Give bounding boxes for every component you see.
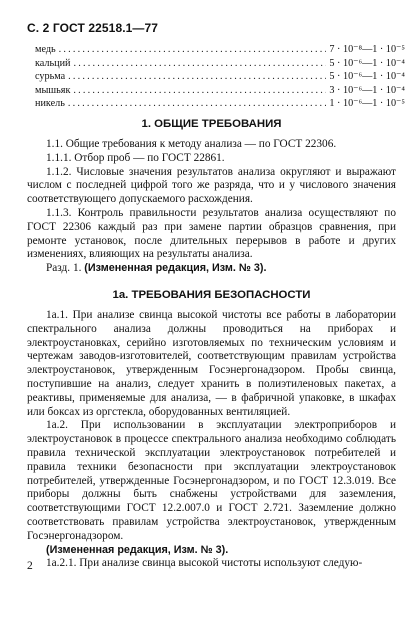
paragraph: 1.1.1. Отбор проб — по ГОСТ 22861.: [46, 151, 225, 164]
element-name: мышьяк: [35, 84, 71, 96]
range-row: [35, 84, 405, 98]
note-amendment: (Измененная редакция, Изм. № 3).: [84, 262, 267, 275]
paragraph: 1.1.2. Числовые значения результатов анализа округляют и выражают числом с последней цифрой того же разряда, что и у числового значения соответствующего допускаемого расхождения.: [27, 165, 396, 206]
element-range: 1 · 10⁻⁶—1 · 10⁻⁵: [329, 98, 405, 110]
range-row: [35, 57, 405, 71]
note-prefix: Разд. 1.: [46, 262, 82, 275]
element-range: 5 · 10⁻⁶—1 · 10⁻⁴: [329, 71, 405, 83]
leader-dots: [68, 70, 326, 84]
leader-dots: [73, 84, 326, 98]
element-name: никель: [35, 98, 65, 110]
section-title: 1. ОБЩИЕ ТРЕБОВАНИЯ: [141, 118, 282, 130]
element-range: 7 · 10⁻⁸—1 · 10⁻⁵: [329, 44, 405, 55]
paragraph: 1а.2. При использовании в эксплуатации электроприборов и электроустановок в процессе спектрального анализа необходимо соблюдать правила технической эксплуатации электроустановок потребителей и правила техники безопасности при эксплуатации электроустановок потребителей, утвержденные Госэнергонадзором, и по ГОСТ 12.3.019. Все приборы должны быть снабжены устройствами для заземления, соответствующими ГОСТ 12.2.007.0 и ГОСТ 2.721. Заземление должно соответствовать правилам устройства электроустановок, утвержденным Госэнергонадзором.: [27, 419, 396, 542]
element-range: 3 · 10⁻⁶—1 · 10⁻⁴: [329, 84, 405, 96]
page-number: 2: [27, 560, 33, 572]
element-name: кальций: [35, 57, 71, 69]
element-range-table: [35, 43, 405, 111]
element-range: 5 · 10⁻⁶—1 · 10⁻⁴: [329, 57, 405, 69]
paragraph: 1а.1. При анализе свинца высокой чистоты все работы в лаборатории спектрального анализа должны проводиться на приборах и электроустановках, серийно изготовляемых по техническим условиям и чертежам заводов-изготовителей, соответствующим правилам устройства электроустановок, утвержденным Госэнергонадзором. Пробы свинца, поступившие на анализ, следует хранить в полиэтиленовых пакетах, а реактивы, применяемые для анализа, — в фабричной упаковке, в шкафах или боксах из оргстекла, оборудованных вентиляцией.: [27, 308, 396, 418]
paragraph: 1.1.3. Контроль правильности результатов анализа осуществляют по ГОСТ 22306 каждый раз при замене партии образцов сравнения, при ремонте установок, после длительных перерывов в работе и других изменениях, влияющих на результаты анализа.: [27, 206, 396, 261]
element-name: сурьма: [35, 71, 66, 83]
range-row: [35, 43, 405, 57]
section-title: 1а. ТРЕБОВАНИЯ БЕЗОПАСНОСТИ: [112, 288, 311, 301]
leader-dots: [59, 43, 327, 57]
range-row: [35, 70, 405, 84]
leader-dots: [68, 97, 327, 111]
amendment-note: [27, 262, 396, 276]
paragraph: 1.1. Общие требования к методу анализа — по ГОСТ 22306.: [46, 138, 337, 150]
page-header: С. 2 ГОСТ 22518.1—77: [27, 21, 159, 35]
range-row: [35, 97, 405, 111]
paragraph: 1а.2.1. При анализе свинца высокой чистоты используют следую-: [46, 557, 363, 570]
element-name: медь: [35, 44, 56, 55]
document-body: [27, 118, 396, 571]
amendment-note: (Измененная редакция, Изм. № 3).: [46, 543, 229, 556]
leader-dots: [74, 57, 327, 71]
